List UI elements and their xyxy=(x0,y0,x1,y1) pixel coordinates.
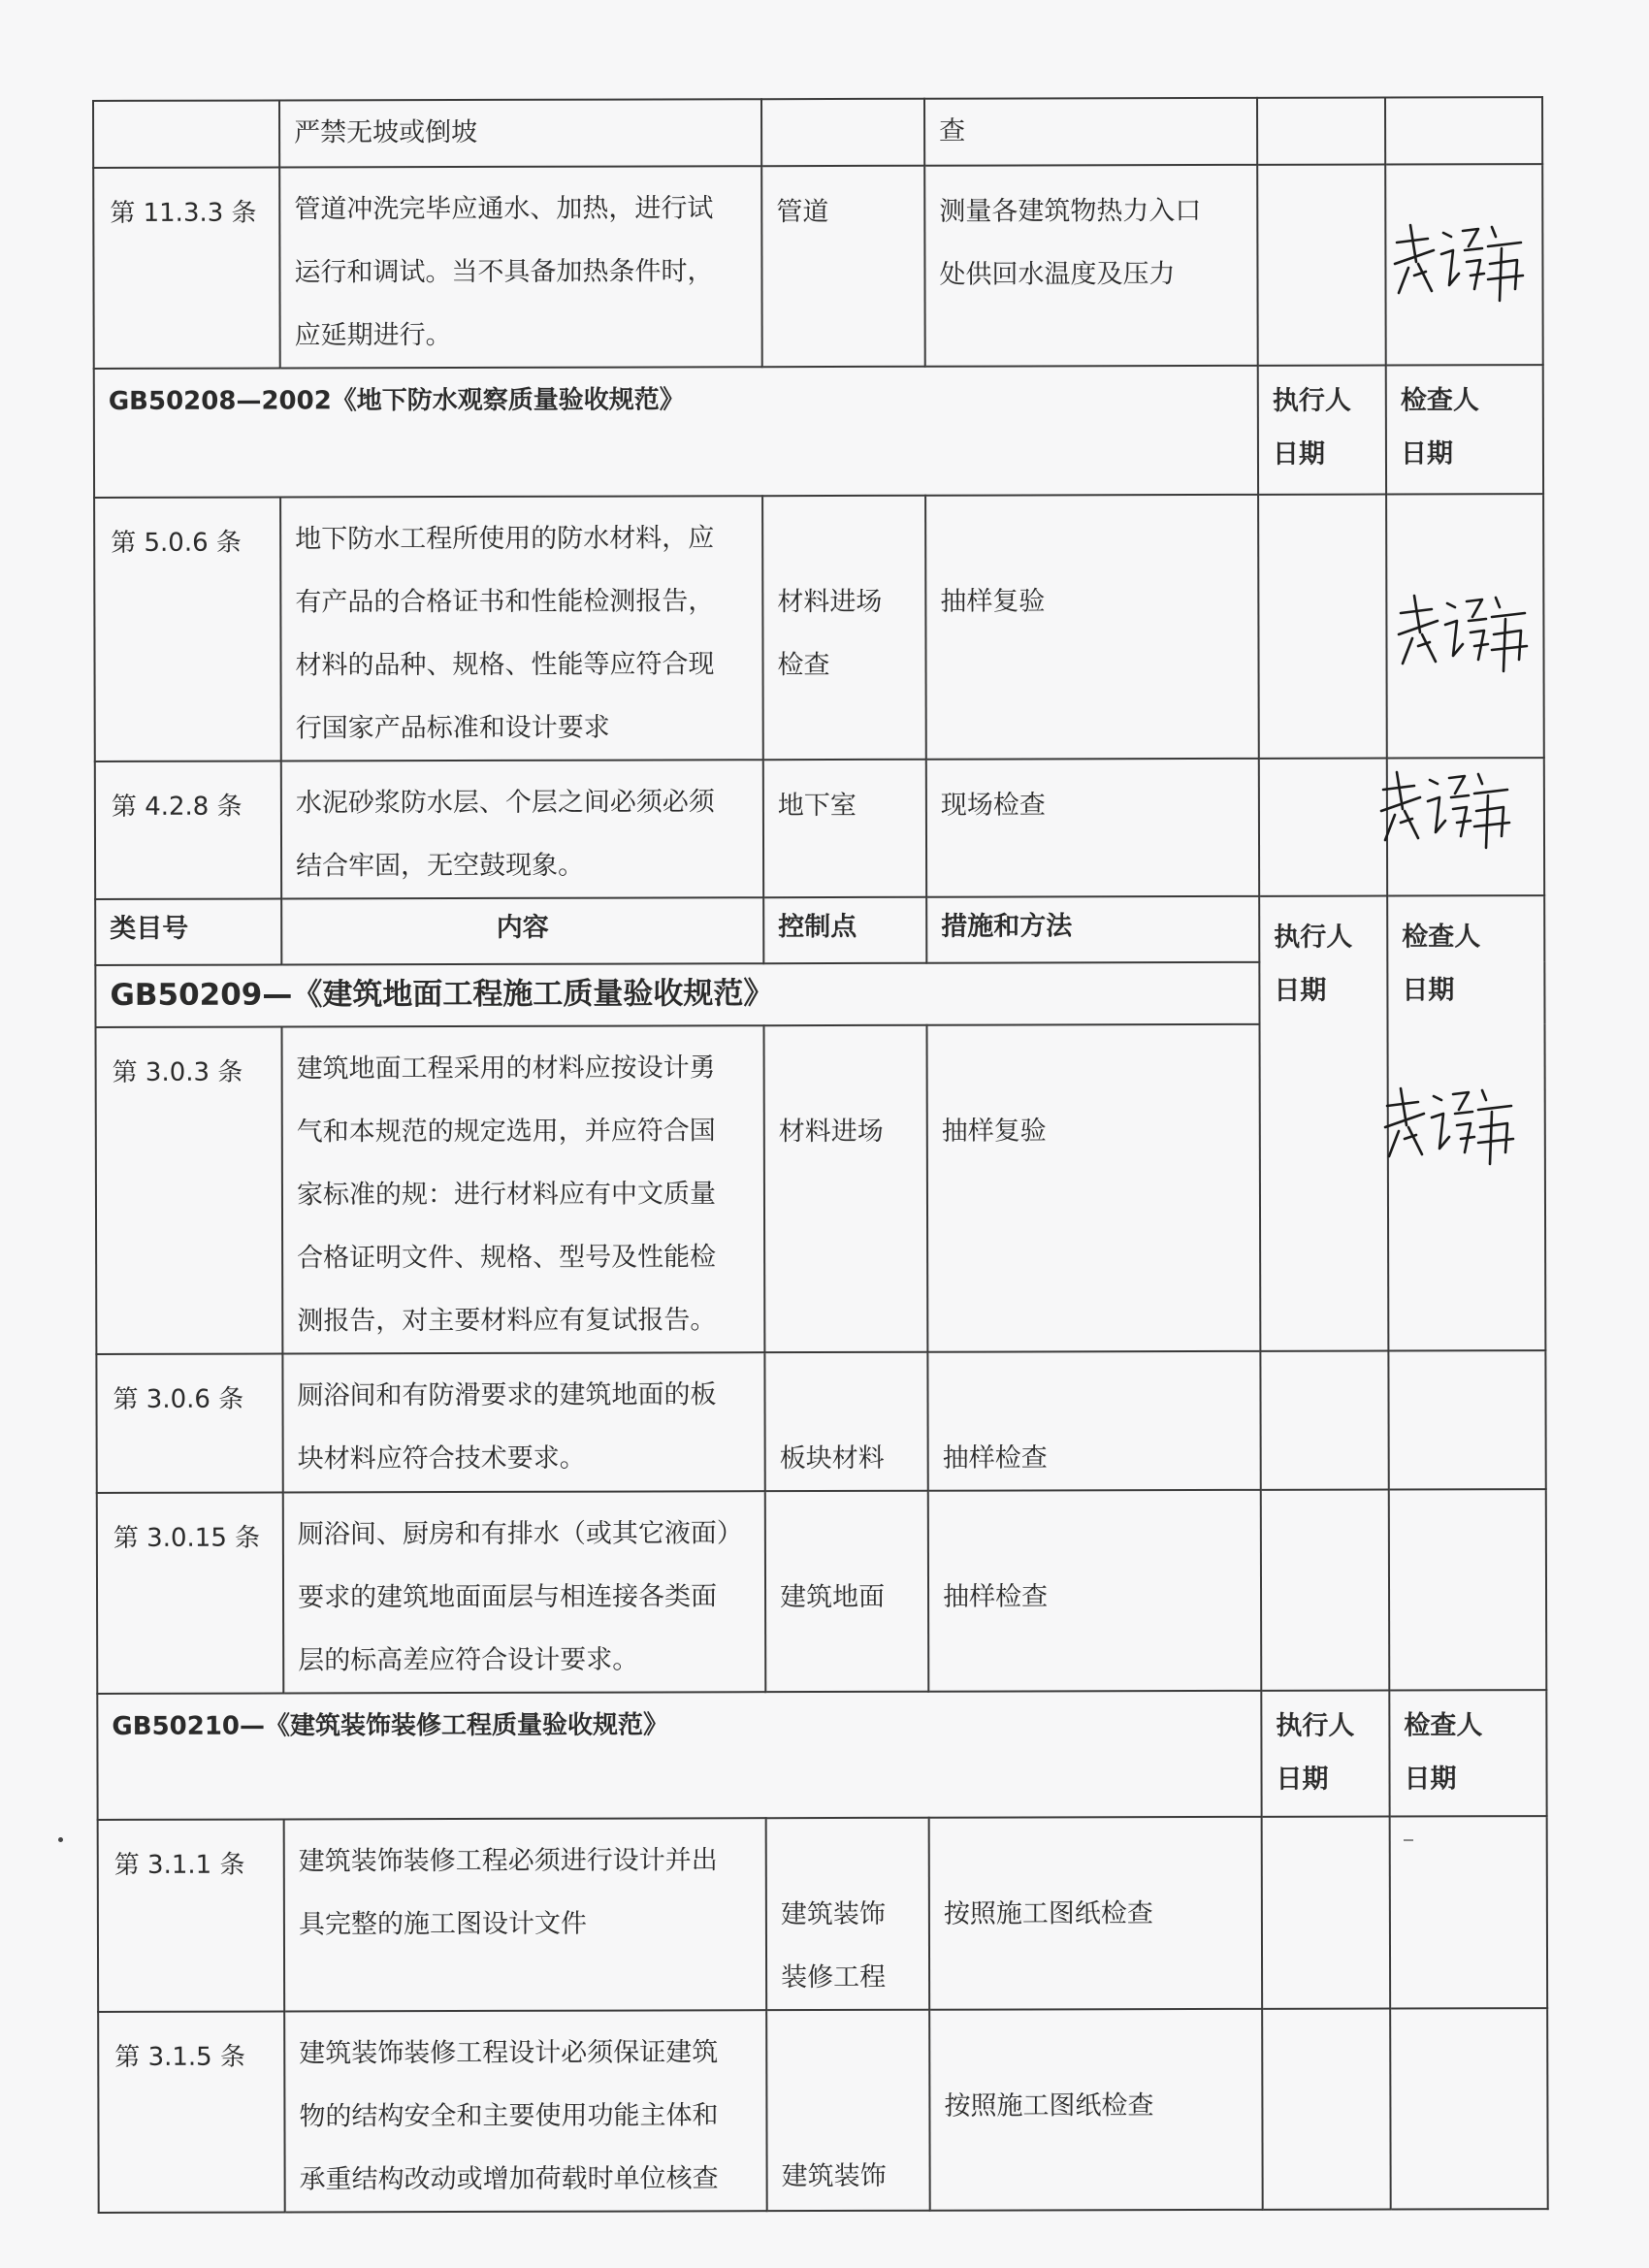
scan-speck xyxy=(58,1837,63,1842)
content-cell: 建筑装饰装修工程设计必须保证建筑 物的结构安全和主要使用功能主体和 承重结构改动或增加荷载时单位核查 xyxy=(284,2010,767,2212)
executor-cell xyxy=(1257,98,1385,165)
standard-title: GB50210—《建筑装饰装修工程质量验收规范》 xyxy=(97,1691,1261,1820)
table-row xyxy=(96,1350,1545,1493)
checker-header: 检查人 日期 xyxy=(1389,1690,1546,1816)
signature-image xyxy=(1377,1067,1523,1174)
article-cell: 第 3.0.3 条 xyxy=(96,1026,283,1354)
control-cell: 地下室 xyxy=(763,760,926,897)
control-cell: 板块材料 xyxy=(764,1352,927,1491)
checker-header: 检查人 日期 xyxy=(1387,895,1545,1350)
content-cell: 厕浴间和有防滑要求的建筑地面的板 块材料应符合技术要求。 xyxy=(282,1352,764,1492)
content-cell: 水泥砂浆防水层、个层之间必须必须 结合牢固，无空鼓现象。 xyxy=(281,760,763,898)
article-header: 类目号 xyxy=(95,898,281,965)
control-cell: 建筑装饰 装修工程 xyxy=(766,1818,930,2010)
control-cell: 建筑装饰 xyxy=(766,2010,930,2211)
control-cell: 管道 xyxy=(761,166,925,367)
content-cell: 建筑装饰装修工程必须进行设计并出 具完整的施工图设计文件 xyxy=(284,1818,767,2011)
executor-header: 执行人 日期 xyxy=(1259,896,1388,1351)
content-cell: 严禁无坡或倒坡 xyxy=(279,99,761,167)
column-header-row xyxy=(95,895,1544,965)
executor-cell xyxy=(1257,165,1386,366)
method-cell: 按照施工图纸检查 xyxy=(929,1817,1263,2010)
control-cell: 材料进场 检查 xyxy=(762,496,926,760)
executor-cell xyxy=(1262,1817,1391,2009)
checker-cell xyxy=(1390,1816,1548,2008)
method-cell: 现场检查 xyxy=(926,759,1259,897)
executor-header: 执行人 日期 xyxy=(1261,1691,1389,1817)
article-cell: 第 3.0.6 条 xyxy=(96,1353,282,1493)
regulation-table xyxy=(92,96,1549,2214)
method-cell: 抽样检查 xyxy=(927,1351,1260,1491)
signature-image xyxy=(1374,751,1519,858)
method-line: 测量各建筑物热力入口 xyxy=(939,196,1202,227)
table-row xyxy=(98,2008,1548,2213)
content-line: 运行和调试。当不具备加热条件时， xyxy=(294,256,714,288)
method-cell: 抽样复验 xyxy=(926,1024,1260,1352)
article-cell: 第 11.3.3 条 xyxy=(93,167,280,369)
content-line: 管道冲洗完毕应通水、加热，进行试 xyxy=(294,193,714,225)
article-cell: 第 3.1.1 条 xyxy=(98,1819,285,2012)
method-cell xyxy=(924,165,1258,367)
checker-cell xyxy=(1388,1350,1545,1489)
method-line: 处供回水温度及压力 xyxy=(939,259,1176,290)
inspection-record-sheet xyxy=(92,96,1546,2195)
signature-image xyxy=(1391,574,1536,681)
standard-section-row xyxy=(94,365,1543,498)
method-cell: 抽样复验 xyxy=(925,495,1259,760)
control-cell: 材料进场 xyxy=(764,1025,928,1352)
executor-cell xyxy=(1258,495,1387,759)
signature-image xyxy=(1387,204,1533,310)
table-row xyxy=(93,164,1543,369)
standard-section-row xyxy=(97,1690,1546,1820)
method-cell: 按照施工图纸检查 xyxy=(929,2009,1263,2211)
article-cell xyxy=(93,100,279,168)
content-cell xyxy=(279,166,762,368)
method-header: 措施和方法 xyxy=(926,896,1259,963)
method-cell: 查 xyxy=(924,98,1257,166)
executor-cell xyxy=(1262,2009,1391,2210)
table-row xyxy=(94,494,1544,761)
executor-cell xyxy=(1261,1490,1390,1691)
content-line: 应延期进行。 xyxy=(294,320,452,351)
executor-cell xyxy=(1259,759,1387,896)
content-cell: 地下防水工程所使用的防水材料，应 有产品的合格证书和性能检测报告， 材料的品种、规格、性能等应符合现 行国家产品标准和设计要求 xyxy=(280,496,763,761)
table-row xyxy=(93,97,1542,168)
control-cell xyxy=(761,99,924,166)
checker-cell xyxy=(1390,2008,1548,2209)
content-cell: 厕浴间、厨房和有排水（或其它液面） 要求的建筑地面面层与相连接各类面 层的标高差应符合设计要求。 xyxy=(283,1491,766,1693)
checker-cell xyxy=(1389,1489,1547,1690)
article-cell: 第 4.2.8 条 xyxy=(95,761,281,899)
article-cell: 第 5.0.6 条 xyxy=(94,497,281,761)
control-header: 控制点 xyxy=(763,897,926,963)
checker-cell xyxy=(1385,97,1542,164)
table-row xyxy=(95,758,1544,899)
content-header: 内容 xyxy=(281,897,763,964)
control-cell: 建筑地面 xyxy=(765,1491,929,1692)
content-cell: 建筑地面工程采用的材料应按设计勇 气和本规范的规定选用，并应符合国 家标准的规：进行材料应有中文质量 合格证明文件、规格、型号及性能检 测报告，对主要材料应有复试报告。 xyxy=(282,1025,765,1353)
checker-header: 检查人 日期 xyxy=(1386,365,1543,494)
standard-title: GB50208—2002《地下防水观察质量验收规范》 xyxy=(94,366,1258,498)
article-cell: 第 3.1.5 条 xyxy=(98,2011,285,2213)
table-row xyxy=(98,1816,1548,2012)
table-row xyxy=(97,1489,1547,1694)
executor-header: 执行人 日期 xyxy=(1258,366,1386,495)
standard-title: GB50209—《建筑地面工程施工质量验收规范》 xyxy=(95,962,1259,1027)
executor-cell xyxy=(1260,1351,1388,1490)
method-cell: 抽样检查 xyxy=(928,1490,1262,1692)
scan-mark xyxy=(1404,1839,1413,1841)
article-cell: 第 3.0.15 条 xyxy=(97,1492,284,1694)
